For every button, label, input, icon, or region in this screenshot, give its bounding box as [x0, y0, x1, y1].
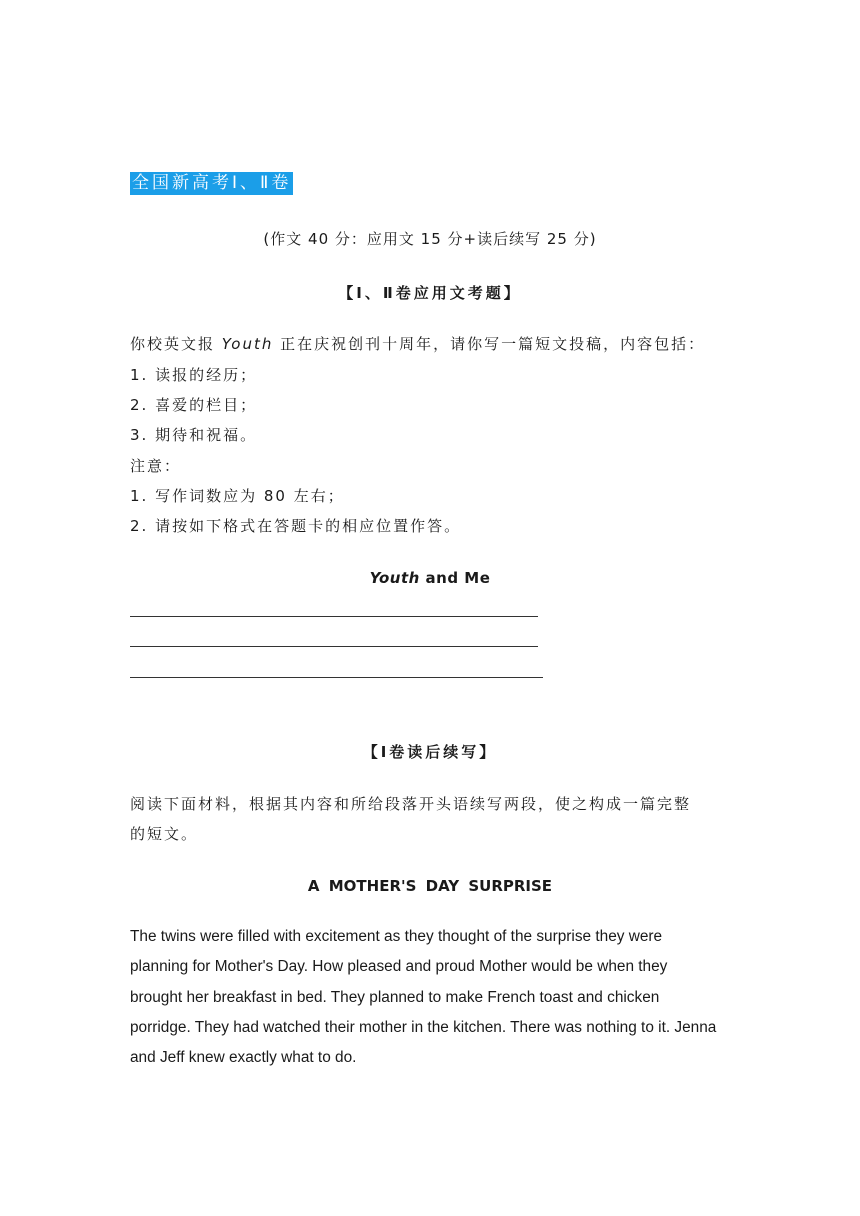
- instruction-line: 的短文。: [130, 825, 199, 843]
- writing-title-italic: Youth: [369, 569, 420, 587]
- task-intro: [130, 333, 730, 354]
- content-item: 2. 喜爱的栏目；: [130, 396, 258, 414]
- task-intro-before: 你校英文报: [130, 335, 222, 353]
- story-paragraph: [130, 922, 730, 1073]
- paragraph-line: brought her breakfast in bed. They planned to make French toast and chicken: [130, 988, 660, 1006]
- section-title-continuation-writing: 【Ⅰ卷读后续写】: [362, 743, 498, 761]
- paragraph-line: porridge. They had watched their mother in the kitchen. There was nothing to it. Jenna: [130, 1018, 717, 1036]
- answer-line: [130, 646, 538, 647]
- content-item: 3. 期待和祝福。: [130, 426, 258, 444]
- exam-region-tag: 全国新高考Ⅰ、Ⅱ卷: [132, 173, 292, 193]
- score-breakdown: (作文 40 分：应用文 15 分+读后续写 25 分): [263, 230, 597, 248]
- story-title: A MOTHER'S DAY SURPRISE: [307, 877, 553, 895]
- writing-title: [0, 569, 860, 587]
- newspaper-name: Youth: [221, 335, 274, 353]
- answer-line: [130, 677, 543, 678]
- instruction-line: 阅读下面材料，根据其内容和所给段落开头语续写两段，使之构成一篇完整: [130, 795, 692, 813]
- note-item: 1. 写作词数应为 80 左右；: [130, 487, 345, 505]
- note-label: 注意：: [130, 457, 182, 475]
- writing-title-rest: and Me: [419, 569, 491, 587]
- paragraph-line: planning for Mother's Day. How pleased and proud Mother would be when they: [130, 958, 668, 976]
- content-item: 1. 读报的经历；: [130, 366, 258, 384]
- section-title-applied-writing: 【Ⅰ、Ⅱ卷应用文考题】: [338, 284, 522, 302]
- paragraph-line: The twins were filled with excitement as they thought of the surprise they were: [130, 928, 663, 945]
- task-intro-after: 正在庆祝创刊十周年，请你写一篇短文投稿，内容包括：: [273, 335, 706, 353]
- paragraph-line: and Jeff knew exactly what to do.: [130, 1049, 357, 1067]
- note-item: 2. 请按如下格式在答题卡的相应位置作答。: [130, 517, 462, 535]
- answer-line: [130, 616, 538, 617]
